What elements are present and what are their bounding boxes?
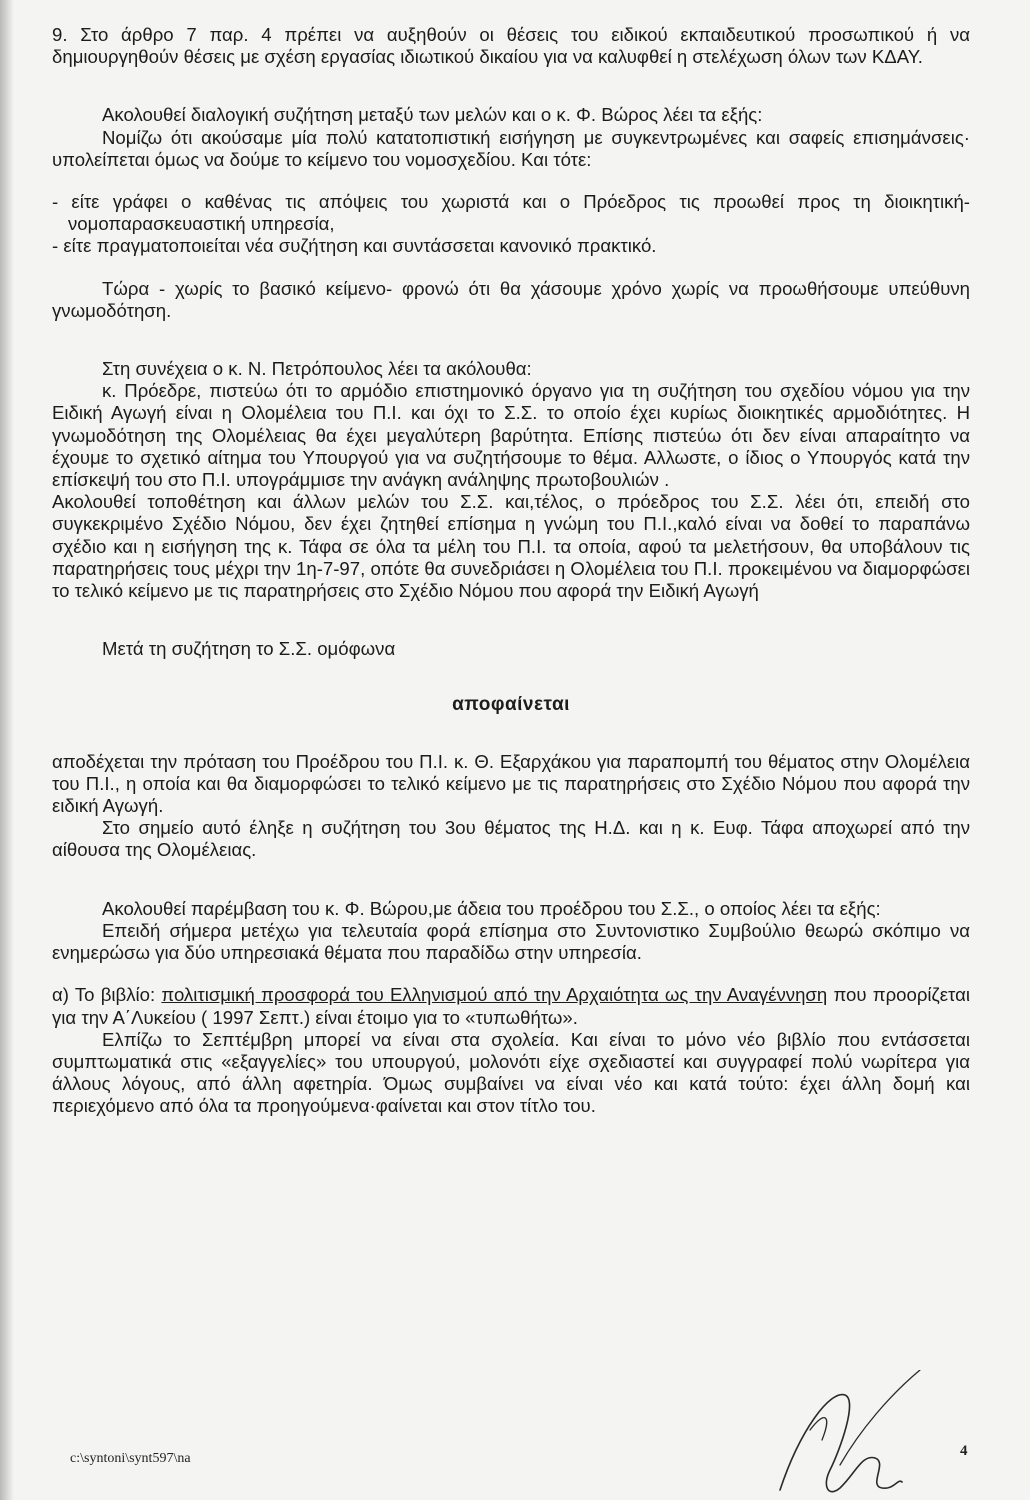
- paragraph-end-of-topic: Στο σημείο αυτό έληξε η συζήτηση του 3ου θέματος της Η.Δ. και η κ. Ευφ. Τάφα αποχωρεί από την αίθουσα της Ολομέλειας.: [52, 817, 970, 861]
- book-item-prefix: α) Το βιβλίο:: [52, 984, 162, 1006]
- paragraph-voros-intervention: Ακολουθεί παρέμβαση του κ. Φ. Βώρου,με άδεια του προέδρου του Σ.Σ., ο οποίος λέει τα εξής:: [102, 897, 881, 919]
- paragraph-petropoulos-intro: Στη συνέχεια ο κ. Ν. Πετρόπουλος λέει τα ακόλουθα:: [102, 358, 532, 380]
- decision-heading: αποφαίνεται: [452, 694, 570, 716]
- paragraph-petropoulos-statement: κ. Πρόεδρε, πιστεύω ότι το αρμόδιο επιστημονικό όργανο για τη συζήτηση του σχεδίου νόμου για την Ειδική Αγωγή είναι η Ολομέλεια του Π.Ι. και όχι το Σ.Σ. το οποίο έχει κυρίως διοικητικές αρμοδιότητες. Η γνωμοδότηση της Ολομέλειας θα έχει μεγαλύτερη βαρύτητα. Επίσης πιστεύω ότι δεν είναι απαραίτητο να έχουμε το σχετικό αίτημα του Υπουργού για να συζητήσουμε το θέμα. Αλλωστε, ο ίδιος ο Υπουργός κατά την επίσκεψή του στο Π.Ι. υπογράμμισε την ανάγκη ανάληψης πρωτοβουλιών .: [52, 380, 970, 491]
- book-item-suffix: που προορίζεται για την Α΄Λυκείου ( 1997 Σεπτ.) είναι έτοιμο για το «τυπωθήτω».: [52, 984, 970, 1028]
- paragraph-president-statement: Ακολουθεί τοποθέτηση και άλλων μελών του Σ.Σ. και,τέλος, ο πρόεδρος του Σ.Σ. λέει ότι, επειδή στο συγκεκριμένο Σχέδιο Νόμου, δεν έχει ζητηθεί επίσημα η γνώμη του Π.Ι.,καλό είναι να δοθεί το παραπάνω σχέδιο και η εισήγηση της κ. Τάφα σε όλα τα μέλη του Π.Ι. τα οποία, αφού τα μελετήσουν, θα υποβάλουν τις παρατηρήσεις τους μέχρι την 1η-7-97, οπότε θα συνεδριάσει η Ολομέλεια του Π.Ι. προκειμένου να διαμορφώσει το τελικό κείμενο με τις παρατηρήσεις στο Σχέδιο Νόμου που αφορά την Ειδική Αγωγή: [52, 491, 970, 602]
- paragraph-item-9: 9. Στο άρθρο 7 παρ. 4 πρέπει να αυξηθούν οι θέσεις του ειδικού εκπαιδευτικού προσωπικού ή να δημιουργηθούν θέσεις με σχέση εργασίας ιδιωτικού δικαίου για να καλυφθεί η στελέχωση όλων των ΚΔΑΥ.: [52, 24, 970, 68]
- paragraph-after-discussion: Μετά τη συζήτηση το Σ.Σ. ομόφωνα: [102, 638, 396, 660]
- bullet-option-1: - είτε γράφει ο καθένας τις απόψεις του χωριστά και ο Πρόεδρος τις προωθεί προς τη διοικητική- νομοπαρασκευαστική υπηρεσία,: [52, 191, 970, 235]
- paragraph-discussion-intro: Ακολουθεί διαλογική συζήτηση μεταξύ των μελών και ο κ. Φ. Βώρος λέει τα εξής:: [102, 104, 763, 126]
- page-number: 4: [960, 1443, 968, 1459]
- paragraph-decision: αποδέχεται την πρόταση του Προέδρου του Π.Ι. κ. Θ. Εξαρχάκου για παραπομπή του θέματος στην Ολομέλεια του Π.Ι., η οποία και θα διαμορφώσει το τελικό κείμενο με τις παρατηρήσεις στο Σχέδιο Νόμου που αφορά την ειδική Αγωγή.: [52, 750, 970, 817]
- book-title: πολιτισμική προσφορά του Ελληνισμού από την Αρχαιότητα ως την Αναγέννηση: [161, 984, 828, 1006]
- footer-file-path: c:\syntoni\synt597\na: [70, 1451, 191, 1466]
- handwritten-signature: [770, 1370, 940, 1500]
- paragraph-voros-last-participation: Επειδή σήμερα μετέχω για τελευταία φορά επίσημα στο Συντονιστικο Συμβούλιο θεωρώ σκόπιμο να ενημερώσω για δύο υπηρεσιακά θέματα που παραδίδω στην υπηρεσία.: [52, 919, 970, 964]
- paragraph-voros-statement: Νομίζω ότι ακούσαμε μία πολύ κατατοπιστική εισήγηση με συγκεντρωμένες και σαφείς επισημάνσεις· υπολείπεται όμως να δούμε το κείμενο του νομοσχεδίου. Και τότε:: [52, 126, 970, 170]
- paragraph-book-item: [52, 984, 970, 1028]
- paragraph-voros-conclusion: Τώρα - χωρίς το βασικό κείμενο- φρονώ ότι θα χάσουμε χρόνο χωρίς να προωθήσουμε υπεύθυνη γνωμοδότηση.: [52, 277, 970, 321]
- paragraph-book-details: Ελπίζω το Σεπτέμβρη μπορεί να είναι στα σχολεία. Και είναι το μόνο νέο βιβλίο που εντάσσεται συμπτωματικά στις «εξαγγελίες» του υπουργού, μολονότι είχε σχεδιαστεί και συγγραφεί πολύ νωρίτερα για άλλους λόγους, από άλλη αφετηρία. Όμως συμβαίνει να είναι νέο και κατά τούτο: έχει άλλη δομή και περιεχόμενο από όλα τα προηγούμενα·φαίνεται και στον τίτλο του.: [52, 1028, 970, 1117]
- bullet-option-2: - είτε πραγματοποιείται νέα συζήτηση και συντάσσεται κανονικό πρακτικό.: [52, 235, 657, 257]
